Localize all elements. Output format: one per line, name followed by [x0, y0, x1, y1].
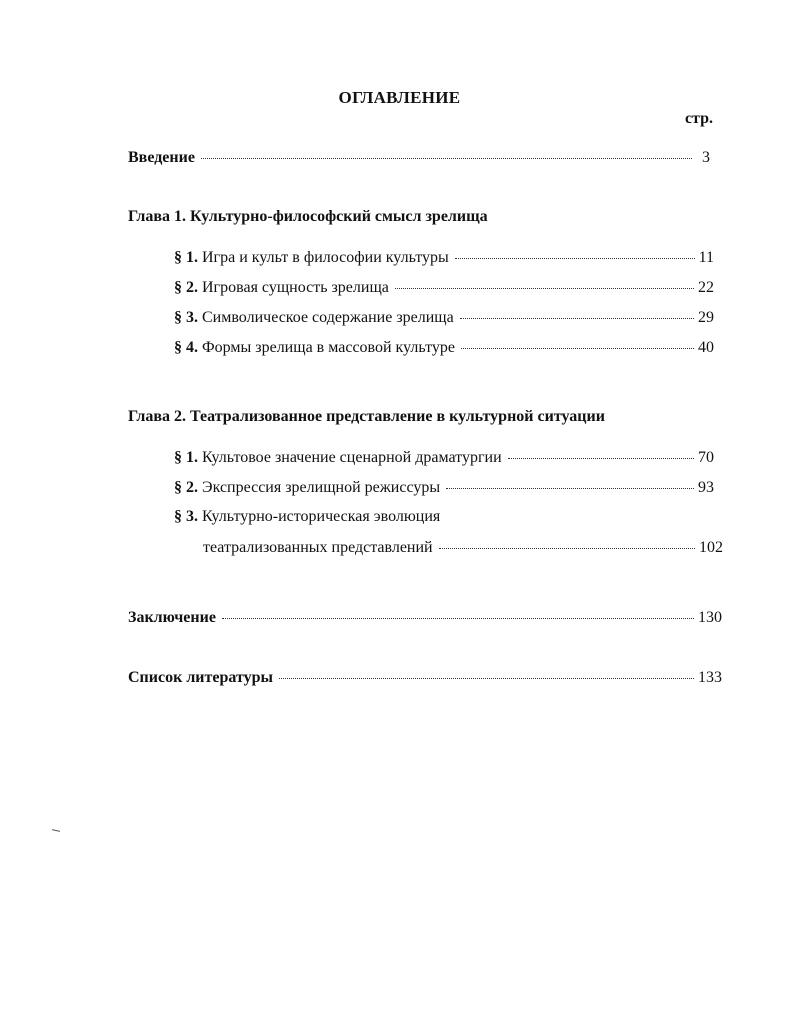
page-column-label: стр. — [684, 110, 713, 127]
entry-label: Формы зрелища в массовой культуре — [202, 339, 455, 356]
entry-label: Культурно-историческая эволюция — [202, 508, 441, 525]
entry-page: 133 — [698, 669, 722, 686]
dot-leader — [455, 258, 695, 259]
section-number: § 4. — [174, 339, 198, 356]
entry-label: Список литературы — [128, 669, 273, 686]
toc-entry-ch2-s2 — [174, 478, 714, 498]
entry-page: 130 — [698, 609, 722, 626]
dot-leader — [395, 288, 694, 289]
section-number: § 1. — [174, 249, 198, 266]
chapter-2-heading: Глава 2. Театрализованное представление в культурной ситуации — [128, 408, 605, 425]
entry-label: Культовое значение сценарной драматургии — [202, 449, 502, 466]
entry-label-continued: театрализованных представлений — [203, 539, 433, 556]
entry-page: 11 — [698, 249, 714, 266]
entry-page: 70 — [698, 449, 714, 466]
toc-entry-ch2-s3-first-line — [174, 508, 440, 526]
section-number: § 2. — [174, 479, 198, 496]
entry-label: Экспрессия зрелищной режиссуры — [202, 479, 441, 496]
entry-page: 22 — [698, 279, 714, 296]
toc-entry-ch1-s2 — [174, 278, 714, 298]
toc-entry-conclusion — [128, 608, 722, 628]
entry-page: 3 — [702, 149, 710, 166]
toc-entry-ch2-s1 — [174, 448, 714, 468]
dot-leader — [460, 318, 694, 319]
entry-page: 93 — [698, 479, 714, 496]
dot-leader — [508, 458, 694, 459]
toc-entry-intro — [128, 148, 710, 168]
toc-entry-bibliography — [128, 668, 722, 688]
chapter-1-heading: Глава 1. Культурно-философский смысл зрелища — [128, 208, 488, 225]
page-title: ОГЛАВЛЕНИЕ — [338, 88, 461, 107]
dot-leader — [279, 678, 694, 679]
dot-leader — [446, 488, 694, 489]
toc-entry-ch1-s1 — [174, 248, 714, 268]
scan-speck — [52, 829, 60, 832]
entry-label: Игровая сущность зрелища — [202, 279, 389, 296]
toc-entry-ch1-s3 — [174, 308, 714, 328]
toc-entry-ch2-s3 — [203, 538, 723, 558]
dot-leader — [201, 158, 692, 159]
entry-label: Заключение — [128, 609, 216, 626]
entry-page: 29 — [698, 309, 714, 326]
entry-label: Игра и культ в философии культуры — [202, 249, 449, 266]
toc-entry-ch1-s4 — [174, 338, 714, 358]
entry-page: 40 — [698, 339, 714, 356]
entry-label: Символическое содержание зрелища — [202, 309, 454, 326]
dot-leader — [439, 548, 695, 549]
dot-leader — [222, 618, 694, 619]
section-number: § 1. — [174, 449, 198, 466]
section-number: § 3. — [174, 309, 198, 326]
section-number: § 2. — [174, 279, 198, 296]
section-number: § 3. — [174, 508, 198, 525]
entry-page: 102 — [699, 539, 723, 556]
entry-label: Введение — [128, 149, 195, 166]
dot-leader — [461, 348, 694, 349]
